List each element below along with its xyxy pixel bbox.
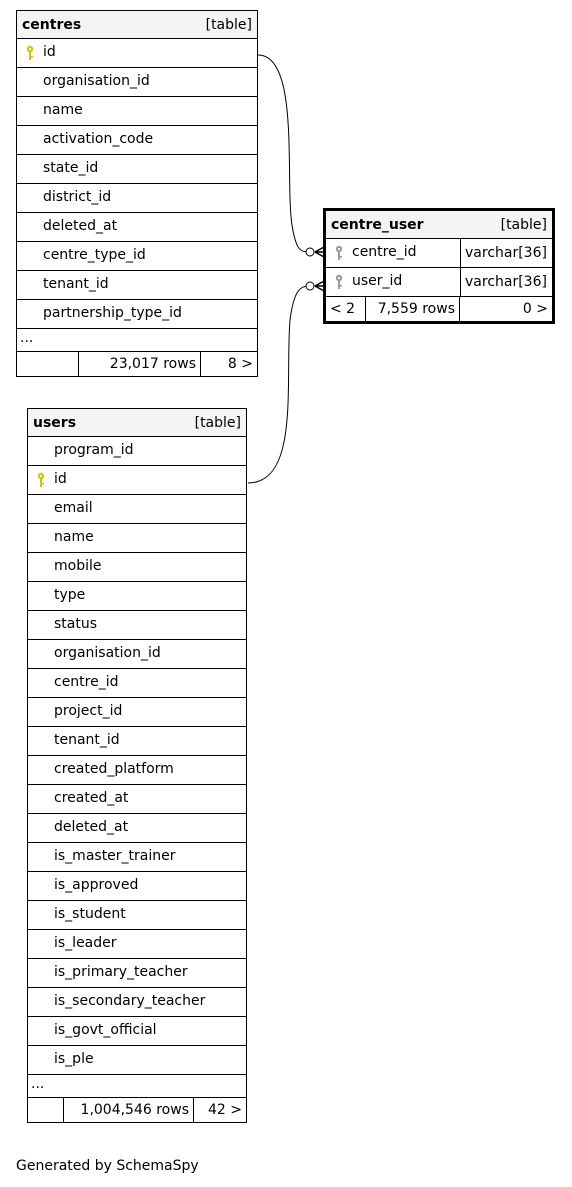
column-row[interactable] <box>28 640 246 669</box>
relation-optional-marker <box>306 282 314 290</box>
column-name: is_approved <box>54 877 139 893</box>
column-name: mobile <box>54 558 102 574</box>
column-row[interactable] <box>17 39 257 68</box>
column-name: centre_id <box>352 244 417 260</box>
column-name: id <box>43 44 56 60</box>
column-name: is_student <box>54 906 126 922</box>
relation-centres-centre-user <box>258 55 310 252</box>
column-row[interactable] <box>326 239 552 268</box>
row-count: 1,004,546 rows <box>64 1098 194 1122</box>
row-count: 7,559 rows <box>366 297 460 321</box>
key-icon <box>25 45 35 61</box>
table-centres[interactable] <box>16 10 258 377</box>
column-row[interactable] <box>17 97 257 126</box>
column-type: varchar[36] <box>460 239 547 267</box>
more-columns[interactable]: ... <box>17 329 257 352</box>
table-footer <box>17 352 257 376</box>
column-name: state_id <box>43 160 99 176</box>
children-link[interactable]: 8 > <box>227 356 253 372</box>
column-name: tenant_id <box>54 732 120 748</box>
column-name: name <box>43 102 83 118</box>
column-name: is_master_trainer <box>54 848 176 864</box>
column-row[interactable] <box>28 553 246 582</box>
column-name: tenant_id <box>43 276 109 292</box>
key-icon <box>334 274 344 290</box>
column-row[interactable] <box>28 872 246 901</box>
column-name: deleted_at <box>54 819 129 835</box>
table-centre-user[interactable] <box>323 208 555 324</box>
column-name: is_primary_teacher <box>54 964 188 980</box>
column-row[interactable] <box>17 271 257 300</box>
column-name: is_ple <box>54 1051 94 1067</box>
column-name: created_at <box>54 790 129 806</box>
column-row[interactable] <box>28 1046 246 1075</box>
table-users[interactable] <box>27 408 247 1123</box>
column-name: status <box>54 616 98 632</box>
column-row[interactable] <box>28 930 246 959</box>
column-name: is_secondary_teacher <box>54 993 206 1009</box>
key-icon <box>36 472 46 488</box>
parents-link[interactable]: < 2 <box>326 297 366 321</box>
column-name: type <box>54 587 86 603</box>
row-count: 23,017 rows <box>79 352 201 376</box>
column-row[interactable] <box>28 727 246 756</box>
column-row[interactable] <box>28 785 246 814</box>
column-row[interactable] <box>17 126 257 155</box>
relation-optional-marker <box>306 248 314 256</box>
column-row[interactable] <box>28 959 246 988</box>
column-name: is_govt_official <box>54 1022 157 1038</box>
column-name: activation_code <box>43 131 154 147</box>
column-row[interactable] <box>28 1017 246 1046</box>
column-name: id <box>54 471 67 487</box>
parents-link <box>17 352 79 376</box>
children-link[interactable]: 42 > <box>208 1102 242 1118</box>
table-header[interactable] <box>326 211 552 239</box>
column-row[interactable] <box>17 184 257 213</box>
column-row[interactable] <box>28 466 246 495</box>
column-row[interactable] <box>28 495 246 524</box>
column-row[interactable] <box>28 582 246 611</box>
table-kind: [table] <box>194 414 241 431</box>
column-row[interactable] <box>326 268 552 297</box>
column-name: district_id <box>43 189 112 205</box>
column-name: partnership_type_id <box>43 305 182 321</box>
column-row[interactable] <box>28 756 246 785</box>
column-name: organisation_id <box>43 73 150 89</box>
column-name: email <box>54 500 93 516</box>
column-row[interactable] <box>17 68 257 97</box>
column-row[interactable] <box>28 698 246 727</box>
column-name: centre_type_id <box>43 247 146 263</box>
key-icon <box>334 245 344 261</box>
table-footer <box>326 297 552 321</box>
table-header[interactable] <box>28 409 246 437</box>
column-name: project_id <box>54 703 123 719</box>
column-row[interactable] <box>28 988 246 1017</box>
column-row[interactable] <box>28 611 246 640</box>
column-name: user_id <box>352 273 403 289</box>
column-row[interactable] <box>28 843 246 872</box>
column-row[interactable] <box>17 155 257 184</box>
column-name: organisation_id <box>54 645 161 661</box>
column-row[interactable] <box>28 437 246 466</box>
column-row[interactable] <box>28 524 246 553</box>
more-columns[interactable]: ... <box>28 1075 246 1098</box>
children-link[interactable]: 0 > <box>522 301 548 317</box>
table-footer <box>28 1098 246 1122</box>
column-row[interactable] <box>28 814 246 843</box>
table-name: centre_user <box>331 216 424 233</box>
parents-link <box>28 1098 64 1122</box>
column-name: created_platform <box>54 761 174 777</box>
generated-by-text: Generated by SchemaSpy <box>16 1158 199 1174</box>
column-row[interactable] <box>17 300 257 329</box>
column-name: program_id <box>54 442 134 458</box>
column-row[interactable] <box>17 242 257 271</box>
table-header[interactable] <box>17 11 257 39</box>
column-name: deleted_at <box>43 218 118 234</box>
column-name: is_leader <box>54 935 117 951</box>
column-row[interactable] <box>28 901 246 930</box>
column-type: varchar[36] <box>460 268 547 296</box>
column-name: name <box>54 529 94 545</box>
column-row[interactable] <box>17 213 257 242</box>
column-row[interactable] <box>28 669 246 698</box>
table-name: users <box>33 414 77 431</box>
column-name: centre_id <box>54 674 119 690</box>
table-kind: [table] <box>205 16 252 33</box>
table-kind: [table] <box>500 216 547 233</box>
table-name: centres <box>22 16 82 33</box>
